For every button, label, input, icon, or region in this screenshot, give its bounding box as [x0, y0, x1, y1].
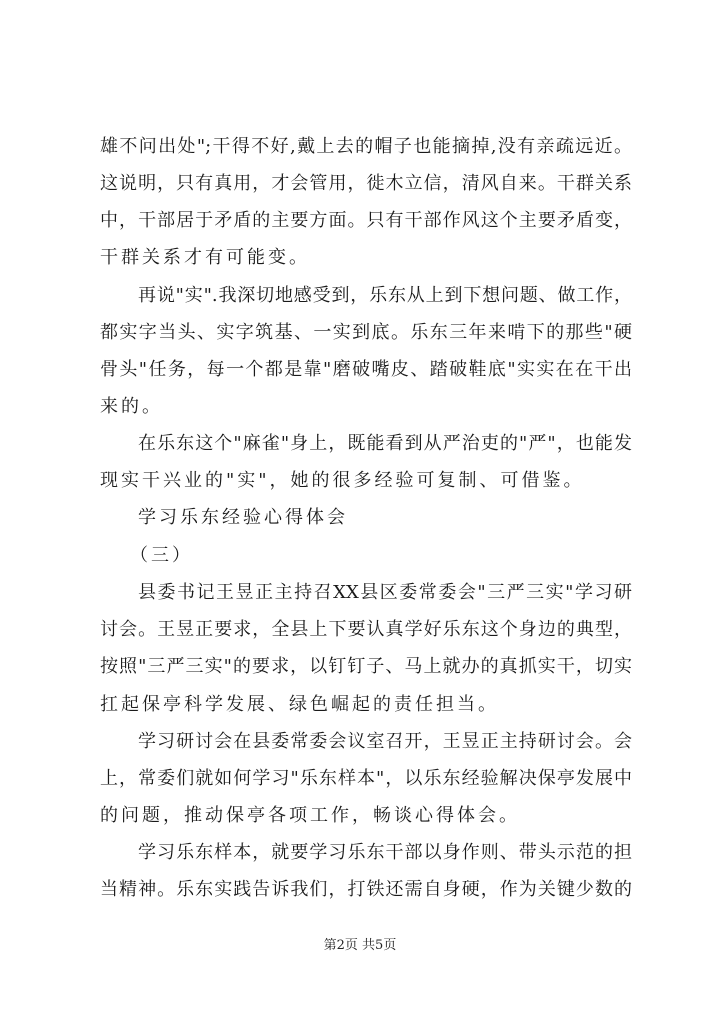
- text-line: 现实干兴业的"实"，她的很多经验可复制、可借鉴。: [100, 470, 585, 491]
- text-line: 雄不问出处";干得不好,戴上去的帽子也能摘掉,没有亲疏远近。: [100, 136, 632, 157]
- text-line: 当精神。乐东实践告诉我们，打铁还需自身硬，作为关键少数的: [100, 879, 632, 900]
- text-line: 的问题，推动保亭各项工作，畅谈心得体会。: [100, 805, 520, 826]
- text-line: 干群关系才有可能变。: [100, 247, 310, 268]
- text-line: 学习乐东样本，就要学习乐东干部以身作则、带头示范的担: [138, 842, 632, 863]
- text-line: 按照"三严三实"的要求，以钉钉子、马上就办的真抓实干，切实: [100, 656, 632, 677]
- text-line: 县委书记王昱正主持召XX县区委常委会"三严三实"学习研: [138, 582, 632, 603]
- text-line: 在乐东这个"麻雀"身上，既能看到从严治吏的"严"，也能发: [138, 433, 632, 454]
- text-line: 讨会。王昱正要求，全县上下要认真学好乐东这个身边的典型，: [100, 619, 632, 640]
- text-line: 这说明，只有真用，才会管用，徙木立信，清风自来。干群关系: [100, 173, 632, 194]
- text-line: 来的。: [100, 396, 163, 417]
- text-line: 骨头"任务，每一个都是靠"磨破嘴皮、踏破鞋底"实实在在干出: [100, 359, 632, 380]
- page-footer: 第2页 共5页: [323, 938, 397, 953]
- text-line: 再说"实".我深切地感受到，乐东从上到下想问题、做工作，: [138, 285, 632, 306]
- text-line: 都实字当头、实字筑基、一实到底。乐东三年来啃下的那些"硬: [100, 322, 632, 343]
- text-line: 学习研讨会在县委常委会议室召开，王昱正主持研讨会。会: [138, 731, 632, 752]
- section-number: （三）: [130, 545, 193, 566]
- text-line: 扛起保亭科学发展、绿色崛起的责任担当。: [100, 694, 499, 715]
- text-line: 上，常委们就如何学习"乐东样本"，以乐东经验解决保亭发展中: [100, 768, 632, 789]
- text-line: 中，干部居于矛盾的主要方面。只有干部作风这个主要矛盾变，: [100, 210, 632, 231]
- section-title: 学习乐东经验心得体会: [138, 507, 348, 528]
